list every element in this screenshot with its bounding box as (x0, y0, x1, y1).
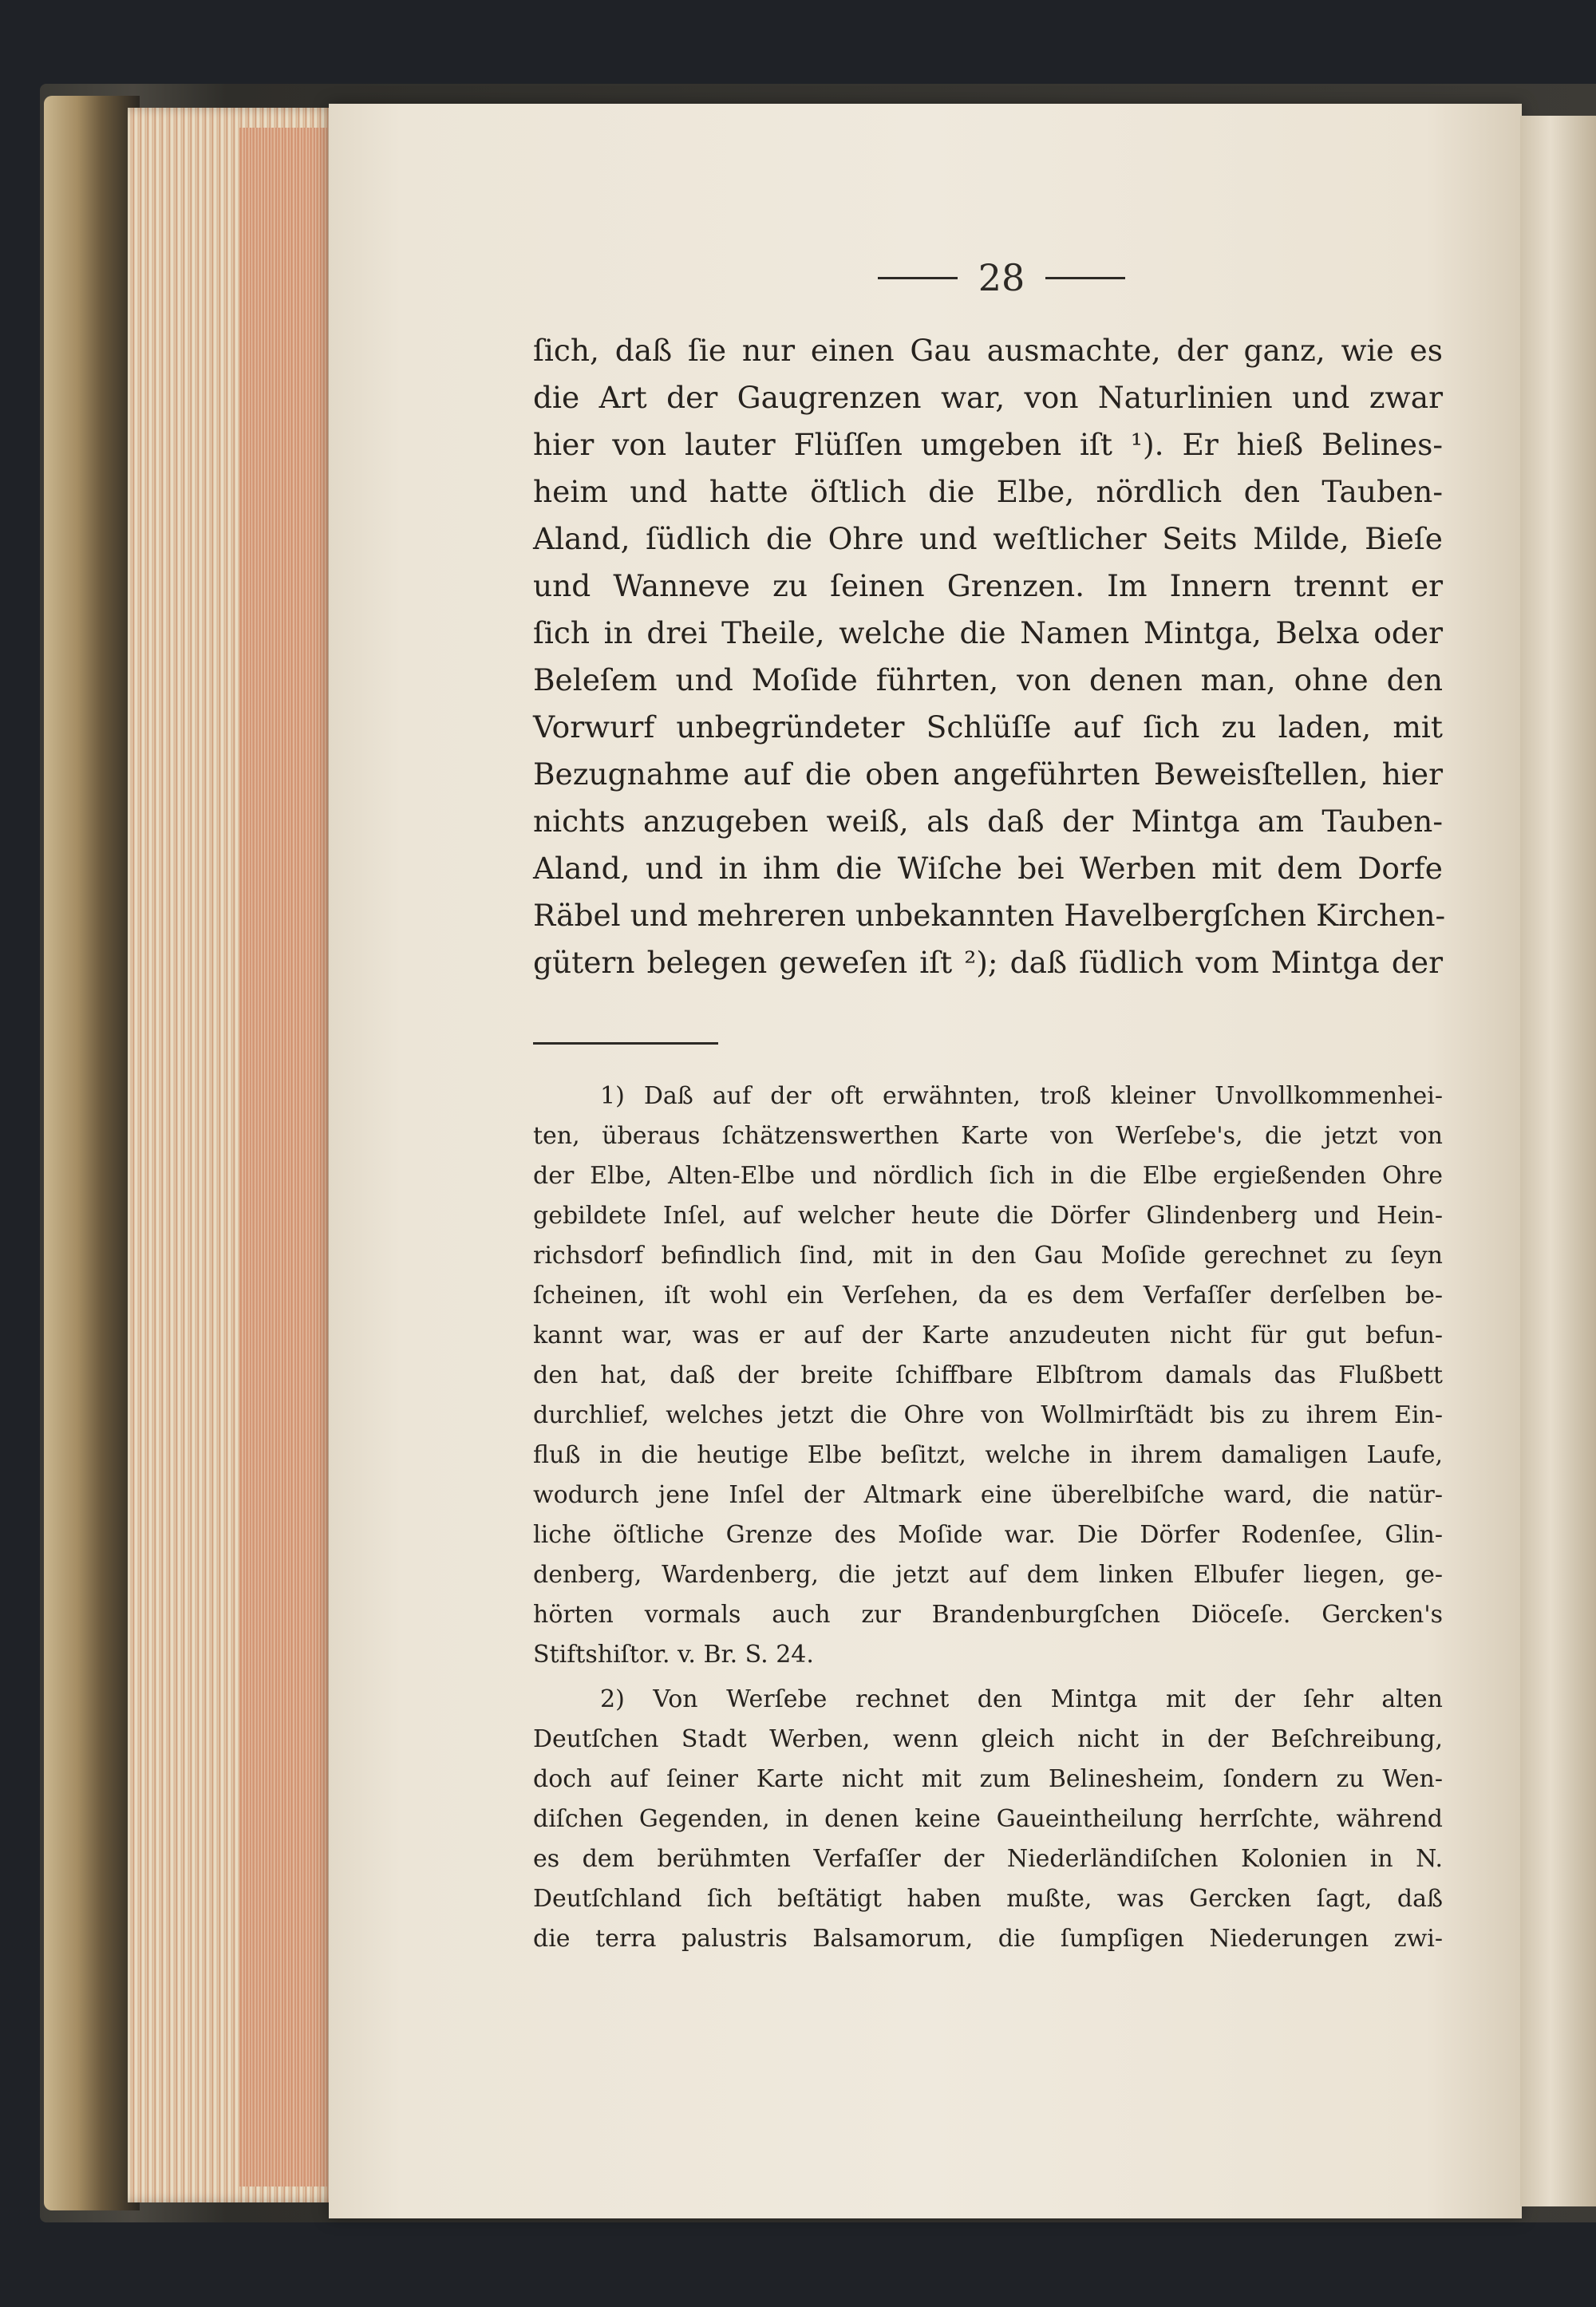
footnote-line: liche öſtliche Grenze des Moſide war. Die Dörfer Rodenſee, Glin- (533, 1521, 1443, 1549)
footnote-line: den hat, daß der breite ſchiffbare Elbſtrom damals das Flußbett (533, 1361, 1443, 1389)
page-number: 28 (978, 256, 1025, 299)
footnote-line: 1) Daß auf der oft erwähnten, troß kleiner Unvollkommenhei- (600, 1082, 1443, 1110)
footnote-1 (533, 1076, 1443, 1675)
page-header (854, 254, 1149, 302)
book-spine (44, 96, 140, 2210)
header-rule-right (1045, 277, 1125, 279)
footnote-line: ten, überaus ſchätzenswerthen Karte von Werſebe's, die jetzt von (533, 1122, 1443, 1150)
body-line: hier von lauter Flüſſen umgeben iſt ¹). Er hieß Belines- (533, 427, 1443, 462)
footnote-divider (533, 1042, 718, 1045)
body-line: und Wanneve zu ſeinen Grenzen. Im Innern trennt er (533, 568, 1443, 603)
footnote-line: die terra palustris Balsamorum, die ſumpſigen Niederungen zwi- (533, 1925, 1443, 1953)
footnote-line: es dem berühmten Verfaſſer der Niederländiſchen Kolonien in N. (533, 1845, 1443, 1873)
footnote-line: hörten vormals auch zur Brandenburgſchen Diöceſe. Gercken's (533, 1601, 1443, 1629)
footnote-line: doch auf ſeiner Karte nicht mit zum Belinesheim, ſondern zu Wen- (533, 1765, 1443, 1793)
footnote-line: diſchen Gegenden, in denen keine Gaueintheilung herrſchte, während (533, 1805, 1443, 1833)
header-rule-left (878, 277, 958, 279)
body-line: Räbel und mehreren unbekannten Havelbergſchen Kirchen- (533, 898, 1446, 933)
body-line: nichts anzugeben weiß, als daß der Mintga am Tauben- (533, 804, 1443, 839)
page-edges-red (239, 128, 327, 2187)
footnote-line: kannt war, was er auf der Karte anzudeuten nicht für gut befun- (533, 1321, 1443, 1349)
body-text (533, 327, 1446, 986)
right-page-edge (1520, 116, 1596, 2206)
footnote-line: denberg, Wardenberg, die jetzt auf dem linken Elbufer liegen, ge- (533, 1561, 1443, 1589)
footnote-line: 2) Von Werſebe rechnet den Mintga mit der ſehr alten (600, 1685, 1443, 1713)
footnote-2 (533, 1680, 1443, 1959)
body-line: Beleſem und Moſide führten, von denen man, ohne den (533, 662, 1443, 697)
footnote-line: ſcheinen, iſt wohl ein Verſehen, da es dem Verfaſſer derſelben be- (533, 1282, 1443, 1310)
footnote-line: fluß in die heutige Elbe beſitzt, welche in ihrem damaligen Laufe, (533, 1441, 1443, 1469)
body-line: gütern belegen geweſen iſt ²); daß ſüdlich vom Mintga der (533, 945, 1443, 980)
footnotes (533, 1076, 1443, 1959)
body-line: Vorwurf unbegründeter Schlüſſe auf ſich zu laden, mit (533, 709, 1443, 745)
footnote-line: Stiftshiſtor. v. Br. S. 24. (533, 1641, 814, 1669)
footnote-line: durchlief, welches jetzt die Ohre von Wollmirſtädt bis zu ihrem Ein- (533, 1401, 1443, 1429)
footnote-line: richsdorf befindlich ſind, mit in den Gau Moſide gerechnet zu ſeyn (533, 1242, 1443, 1270)
body-line: ſich in drei Theile, welche die Namen Mintga, Belxa oder (533, 615, 1443, 650)
body-line: Aland, und in ihm die Wiſche bei Werben mit dem Dorfe (533, 851, 1443, 886)
body-line: heim und hatte öſtlich die Elbe, nördlich den Tauben- (533, 474, 1443, 509)
body-line: die Art der Gaugrenzen war, von Naturlinien und zwar (533, 380, 1443, 415)
body-line: Aland, ſüdlich die Ohre und weſtlicher Seits Milde, Bieſe (533, 521, 1443, 556)
footnote-line: wodurch jene Inſel der Altmark eine überelbiſche ward, die natür- (533, 1481, 1443, 1509)
footnote-line: Deutſchen Stadt Werben, wenn gleich nicht in der Beſchreibung, (533, 1725, 1443, 1753)
body-line: Bezugnahme auf die oben angeführten Beweisſtellen, hier (533, 756, 1443, 792)
footnote-line: gebildete Inſel, auf welcher heute die Dörfer Glindenberg und Hein- (533, 1202, 1443, 1230)
body-line: ſich, daß ſie nur einen Gau ausmachte, der ganz, wie es (533, 333, 1443, 368)
footnote-line: Deutſchland ſich beſtätigt haben mußte, was Gercken ſagt, daß (533, 1885, 1443, 1913)
footnote-line: der Elbe, Alten-Elbe und nördlich ſich in die Elbe ergießenden Ohre (533, 1162, 1443, 1190)
